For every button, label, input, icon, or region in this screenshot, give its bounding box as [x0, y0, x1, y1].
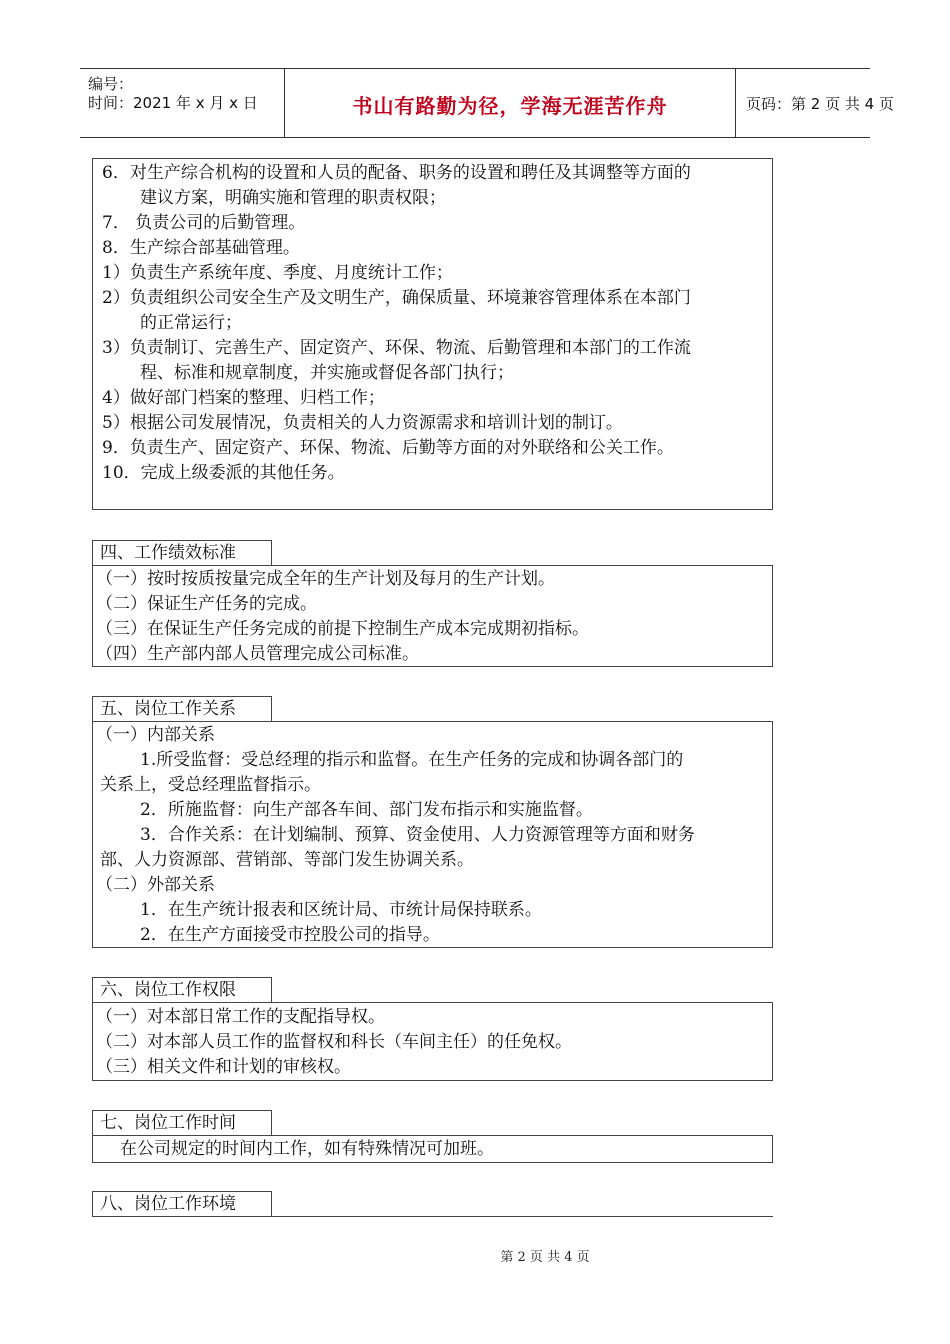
duty-line: 2）负责组织公司安全生产及文明生产，确保质量、环境兼容管理体系在本部门	[102, 288, 691, 308]
section-title: 五、岗位工作关系	[92, 696, 272, 722]
performance-line: （二）保证生产任务的完成。	[96, 594, 317, 614]
page-header	[80, 68, 894, 138]
number-label: 编号：	[88, 75, 134, 93]
time-label: 时间：2021 年 x 月 x 日	[88, 94, 258, 112]
relations-line: 3．合作关系：在计划编制、预算、资金使用、人力资源管理等方面和财务	[140, 825, 695, 845]
performance-line: （三）在保证生产任务完成的前提下控制生产成本完成期初指标。	[96, 619, 589, 639]
duty-line: 6．对生产综合机构的设置和人员的配备、职务的设置和聘任及其调整等方面的	[102, 163, 691, 183]
worktime-line: 在公司规定的时间内工作，如有特殊情况可加班。	[120, 1139, 494, 1159]
relations-line: （二）外部关系	[96, 875, 215, 895]
section8-rule	[92, 1216, 773, 1217]
header-page-cell	[734, 69, 894, 137]
relations-line: 1．在生产统计报表和区统计局、市统计局保持联系。	[140, 900, 542, 920]
motto: 书山有路勤为径，学海无涯苦作舟	[352, 94, 668, 118]
duty-line: 程、标准和规章制度，并实施或督促各部门执行；	[140, 363, 514, 383]
header-motto-cell	[284, 69, 736, 137]
relations-line: （一）内部关系	[96, 725, 215, 745]
section-title: 七、岗位工作时间	[92, 1110, 272, 1136]
section-title: 四、工作绩效标准	[92, 540, 272, 566]
authority-line: （一）对本部日常工作的支配指导权。	[96, 1007, 385, 1027]
relations-line: 1.所受监督：受总经理的指示和监督。在生产任务的完成和协调各部门的	[140, 750, 684, 770]
duty-line: 8．生产综合部基础管理。	[102, 238, 300, 258]
performance-line: （一）按时按质按量完成全年的生产计划及每月的生产计划。	[96, 569, 555, 589]
duty-line: 7． 负责公司的后勤管理。	[102, 213, 306, 233]
relations-line: 2．所施监督：向生产部各车间、部门发布指示和实施监督。	[140, 800, 593, 820]
relations-line: 部、人力资源部、营销部、等部门发生协调关系。	[100, 850, 474, 870]
relations-line: 2．在生产方面接受市控股公司的指导。	[140, 925, 440, 945]
duty-line: 1）负责生产系统年度、季度、月度统计工作；	[102, 263, 453, 283]
duty-line: 9．负责生产、固定资产、环保、物流、后勤等方面的对外联络和公关工作。	[102, 438, 674, 458]
section-title: 八、岗位工作环境	[92, 1191, 272, 1217]
section-title: 六、岗位工作权限	[92, 977, 272, 1003]
header-meta-cell	[80, 69, 284, 137]
performance-line: （四）生产部内部人员管理完成公司标准。	[96, 644, 419, 664]
duty-line: 3）负责制订、完善生产、固定资产、环保、物流、后勤管理和本部门的工作流	[102, 338, 691, 358]
duty-line: 10．完成上级委派的其他任务。	[102, 463, 345, 483]
authority-line: （三）相关文件和计划的审核权。	[96, 1057, 351, 1077]
duty-line: 建议方案，明确实施和管理的职责权限；	[140, 188, 446, 208]
duty-line: 5）根据公司发展情况，负责相关的人力资源需求和培训计划的制订。	[102, 413, 623, 433]
duty-line: 的正常运行；	[140, 313, 242, 333]
page-info: 页码：第 2 页 共 4 页	[746, 95, 894, 113]
authority-line: （二）对本部人员工作的监督权和科长（车间主任）的任免权。	[96, 1032, 572, 1052]
relations-line: 关系上，受总经理监督指示。	[100, 775, 321, 795]
duty-line: 4）做好部门档案的整理、归档工作；	[102, 388, 385, 408]
page-footer: 第 2 页 共 4 页	[500, 1250, 590, 1265]
